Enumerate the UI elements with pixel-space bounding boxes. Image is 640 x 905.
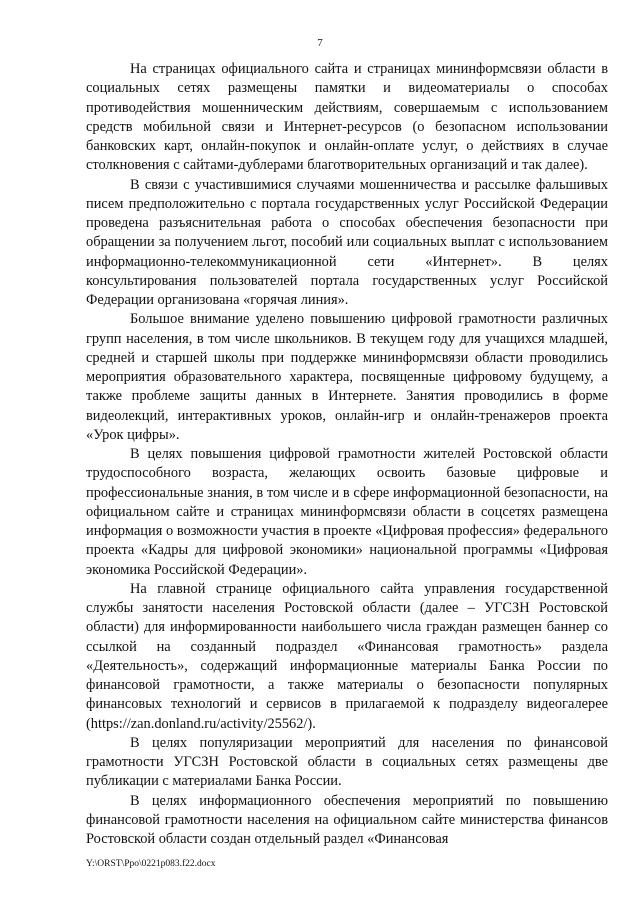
paragraph-3: Большое внимание уделено повышению цифровой грамотности различных групп населения, в том числе школьников. В текущем году для учащихся младшей, средней и старшей школы при поддержке мининформсвязи области проводились мероприятия образовательного характера, посвященные цифровому будущему, а также проблеме защиты данных в Интернете. Занятия проводились в форме видеолекций, интерактивных уроков, онлайн-игр и онлайн-тренажеров проекта «Урок цифры». — [86, 311, 608, 443]
paragraph-2: В связи с участившимися случаями мошенничества и рассылке фальшивых писем предположительно с портала государственных услуг Российской Федерации проведена разъяснительная работа о способах обеспечения безопасности при обращении за получением льгот, пособий или социальных выплат с использованием информационно-телекоммуникационной сети «Интернет». В целях консультирования пользователей портала государственных услуг Российской Федерации организована «горячая линия». — [86, 176, 608, 308]
paragraph-4: В целях повышения цифровой грамотности жителей Ростовской области трудоспособного возраста, желающих освоить базовые цифровые и профессиональные знания, в том числе и в сфере информационной безопасности, на официальном сайте и страницах мининформсвязи области в соцсетях размещена информация о возможности участия в проекте «Цифровая профессия» федерального проекта «Кадры для цифровой экономики» национальной программы «Цифровая экономика Российской Федерации». — [86, 446, 608, 578]
page-number: 7 — [317, 37, 323, 49]
paragraph-7: В целях информационного обеспечения мероприятий по повышению финансовой грамотности населения на официальном сайте министерства финансов Ростовской области создан отдельный раздел «Финансовая — [86, 792, 608, 847]
paragraph-5: На главной странице официального сайта управления государственной службы занятости населения Ростовской области (далее – УГСЗН Ростовской области) для информированности наибольшего числа граждан размещен баннер со ссылкой на созданный подраздел «Финансовая грамотность» раздела «Деятельность», содержащий информационные материалы Банка России по финансовой грамотности, а также материалы о безопасности популярных финансовых технологий и сервисов в прилагаемой к подразделу видеогалерее (https://zan.donland.ru/activity/25562/). — [86, 580, 608, 732]
paragraph-1: На страницах официального сайта и страницах мининформсвязи области в социальных сетях размещены памятки и видеоматериалы о способах противодействия мошенническим действиям, совершаемым с использованием средств мобильной связи и Интернет-ресурсов (о безопасном использовании банковских карт, онлайн-покупок и онлайн-оплате услуг, о действиях в случае столкновения с сайтами-дублерами благотворительных организаций и так далее). — [86, 61, 608, 174]
document-body — [86, 60, 608, 849]
file-path-footer: Y:\ORST\Ppo\0221p083.f22.docx — [86, 859, 216, 869]
paragraph-6: В целях популяризации мероприятий для населения по финансовой грамотности УГСЗН Ростовской области в социальных сетях размещены две публикации с материалами Банка России. — [86, 734, 608, 790]
